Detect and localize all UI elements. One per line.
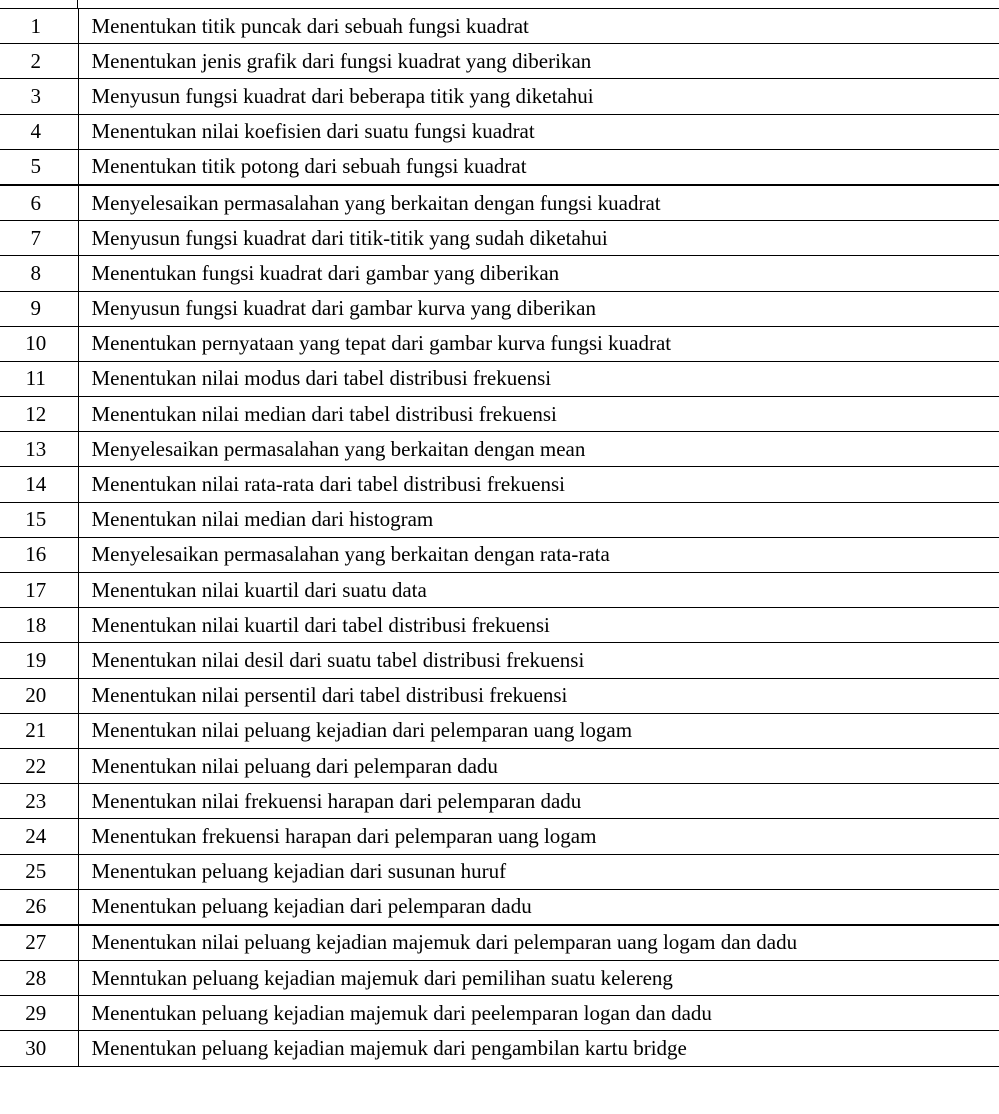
- row-number-cell: 19: [0, 643, 78, 678]
- table-row: [0, 819, 999, 854]
- row-number-cell: 12: [0, 397, 78, 432]
- indicator-description-cell: Menentukan titik potong dari sebuah fungsi kuadrat: [78, 149, 999, 185]
- table-row: [0, 221, 999, 256]
- indicator-description-cell: Menntukan peluang kejadian majemuk dari pemilihan suatu kelereng: [78, 961, 999, 996]
- indicator-description-cell: Menentukan titik puncak dari sebuah fungsi kuadrat: [78, 9, 999, 44]
- indicator-description-cell: Menentukan nilai median dari histogram: [78, 502, 999, 537]
- table-row: [0, 432, 999, 467]
- row-number-cell: 16: [0, 537, 78, 572]
- indicator-description-cell: Menyusun fungsi kuadrat dari gambar kurva yang diberikan: [78, 291, 999, 326]
- table-row: [0, 9, 999, 44]
- row-number-cell: 25: [0, 854, 78, 889]
- row-number-cell: 10: [0, 326, 78, 361]
- table-row: [0, 291, 999, 326]
- indicator-description-cell: Menyusun fungsi kuadrat dari titik-titik yang sudah diketahui: [78, 221, 999, 256]
- table-row: [0, 854, 999, 889]
- indicator-description-cell: Menentukan peluang kejadian dari pelemparan dadu: [78, 889, 999, 925]
- row-number-cell: 29: [0, 996, 78, 1031]
- indicator-description-cell: Menyusun fungsi kuadrat dari beberapa titik yang diketahui: [78, 79, 999, 114]
- row-number-cell: 1: [0, 9, 78, 44]
- table-row: [0, 467, 999, 502]
- table-row: [0, 713, 999, 748]
- table-row: [0, 1031, 999, 1066]
- row-number-cell: 24: [0, 819, 78, 854]
- table-row: [0, 678, 999, 713]
- table-row: [0, 996, 999, 1031]
- table-row: [0, 925, 999, 961]
- table-row: [0, 361, 999, 396]
- row-number-cell: 3: [0, 79, 78, 114]
- indicator-table-body: [0, 9, 999, 1067]
- row-number-cell: 28: [0, 961, 78, 996]
- row-number-cell: 9: [0, 291, 78, 326]
- row-number-cell: 26: [0, 889, 78, 925]
- table-row: [0, 114, 999, 149]
- indicator-description-cell: Menentukan nilai rata-rata dari tabel distribusi frekuensi: [78, 467, 999, 502]
- indicator-description-cell: Menentukan nilai peluang dari pelemparan dadu: [78, 748, 999, 783]
- table-row: [0, 502, 999, 537]
- table-row: [0, 256, 999, 291]
- indicator-description-cell: Menentukan nilai peluang kejadian majemuk dari pelemparan uang logam dan dadu: [78, 925, 999, 961]
- indicator-description-cell: Menyelesaikan permasalahan yang berkaitan dengan mean: [78, 432, 999, 467]
- row-number-cell: 8: [0, 256, 78, 291]
- column-divider-stub: [77, 0, 78, 8]
- row-number-cell: 21: [0, 713, 78, 748]
- indicator-description-cell: Menentukan nilai kuartil dari suatu data: [78, 573, 999, 608]
- table-row: [0, 149, 999, 185]
- table-row: [0, 537, 999, 572]
- indicator-description-cell: Menentukan nilai kuartil dari tabel distribusi frekuensi: [78, 608, 999, 643]
- row-number-cell: 15: [0, 502, 78, 537]
- table-row: [0, 44, 999, 79]
- table-row: [0, 326, 999, 361]
- indicator-description-cell: Menentukan fungsi kuadrat dari gambar yang diberikan: [78, 256, 999, 291]
- table-row: [0, 397, 999, 432]
- indicator-description-cell: Menentukan nilai frekuensi harapan dari pelemparan dadu: [78, 784, 999, 819]
- indicator-description-cell: Menentukan frekuensi harapan dari pelemparan uang logam: [78, 819, 999, 854]
- table-row: [0, 185, 999, 221]
- table-row: [0, 961, 999, 996]
- table-row: [0, 608, 999, 643]
- indicator-description-cell: Menentukan pernyataan yang tepat dari gambar kurva fungsi kuadrat: [78, 326, 999, 361]
- row-number-cell: 20: [0, 678, 78, 713]
- table-row: [0, 573, 999, 608]
- indicator-description-cell: Menentukan peluang kejadian dari susunan huruf: [78, 854, 999, 889]
- row-number-cell: 14: [0, 467, 78, 502]
- indicator-description-cell: Menentukan jenis grafik dari fungsi kuadrat yang diberikan: [78, 44, 999, 79]
- table-row: [0, 784, 999, 819]
- row-number-cell: 7: [0, 221, 78, 256]
- table-row: [0, 889, 999, 925]
- row-number-cell: 23: [0, 784, 78, 819]
- indicator-description-cell: Menyelesaikan permasalahan yang berkaitan dengan rata-rata: [78, 537, 999, 572]
- indicator-description-cell: Menentukan nilai peluang kejadian dari pelemparan uang logam: [78, 713, 999, 748]
- indicator-description-cell: Menentukan peluang kejadian majemuk dari pengambilan kartu bridge: [78, 1031, 999, 1066]
- row-number-cell: 17: [0, 573, 78, 608]
- table-row: [0, 748, 999, 783]
- row-number-cell: 13: [0, 432, 78, 467]
- indicator-description-cell: Menyelesaikan permasalahan yang berkaitan dengan fungsi kuadrat: [78, 185, 999, 221]
- indicator-description-cell: Menentukan nilai modus dari tabel distribusi frekuensi: [78, 361, 999, 396]
- row-number-cell: 18: [0, 608, 78, 643]
- indicator-description-cell: Menentukan nilai koefisien dari suatu fungsi kuadrat: [78, 114, 999, 149]
- indicator-table: [0, 8, 999, 1067]
- indicator-description-cell: Menentukan nilai median dari tabel distribusi frekuensi: [78, 397, 999, 432]
- row-number-cell: 30: [0, 1031, 78, 1066]
- row-number-cell: 4: [0, 114, 78, 149]
- row-number-cell: 6: [0, 185, 78, 221]
- row-number-cell: 2: [0, 44, 78, 79]
- table-row: [0, 643, 999, 678]
- row-number-cell: 22: [0, 748, 78, 783]
- table-row: [0, 79, 999, 114]
- indicator-description-cell: Menentukan nilai persentil dari tabel distribusi frekuensi: [78, 678, 999, 713]
- row-number-cell: 27: [0, 925, 78, 961]
- row-number-cell: 5: [0, 149, 78, 185]
- indicator-description-cell: Menentukan peluang kejadian majemuk dari peelemparan logan dan dadu: [78, 996, 999, 1031]
- row-number-cell: 11: [0, 361, 78, 396]
- indicator-description-cell: Menentukan nilai desil dari suatu tabel distribusi frekuensi: [78, 643, 999, 678]
